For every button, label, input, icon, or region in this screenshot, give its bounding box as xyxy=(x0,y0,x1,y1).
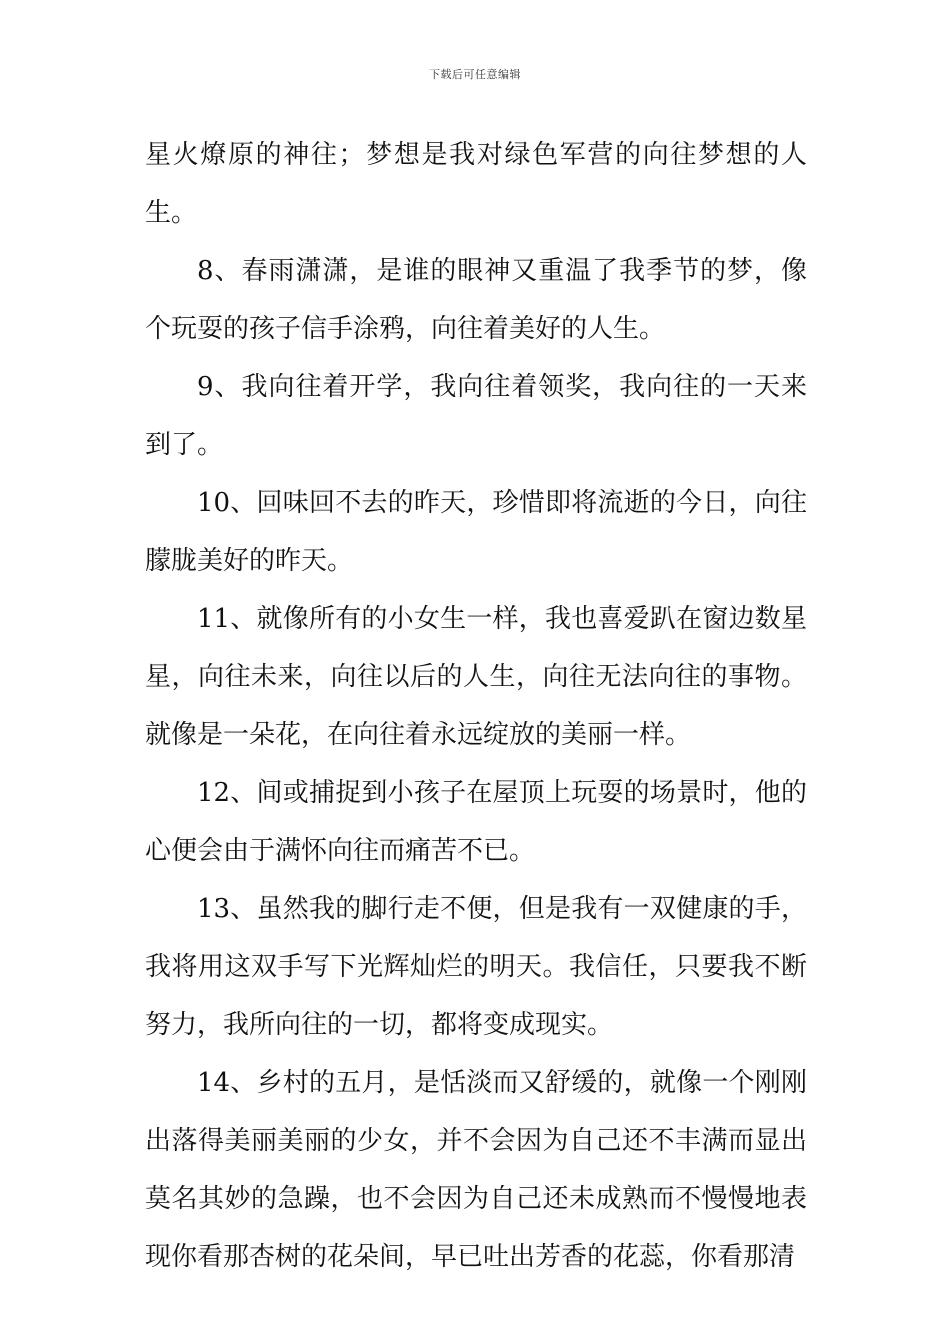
paragraph-item-13: 13、虽然我的脚行走不便，但是我有一双健康的手，我将用这双手写下光辉灿烂的明天。我信任，只要我不断努力，我所向往的一切，都将变成现实。 xyxy=(145,894,807,1040)
paragraph-item-9: 9、我向往着开学，我向往着领奖，我向往的一天来到了。 xyxy=(145,372,807,460)
paragraph-item-11: 11、就像所有的小女生一样，我也喜爱趴在窗边数星星，向往未来，向往以后的人生，向往无法向往的事物。就像是一朵花，在向往着永远绽放的美丽一样。 xyxy=(145,604,807,750)
paragraph-item-12: 12、间或捕捉到小孩子在屋顶上玩耍的场景时，他的心便会由于满怀向往而痛苦不已。 xyxy=(145,778,807,866)
paragraph-item-10: 10、回味回不去的昨天，珍惜即将流逝的今日，向往朦胧美好的昨天。 xyxy=(145,488,807,576)
paragraph-item-14: 14、乡村的五月，是恬淡而又舒缓的，就像一个刚刚出落得美丽美丽的少女，并不会因为自己还不丰满而显出莫名其妙的急躁，也不会因为自己还未成熟而不慢慢地表现你看那杏树的花朵间，早已吐出芳香的花蕊，你看那清 xyxy=(145,1068,807,1272)
paragraph-item-8: 8、春雨潇潇，是谁的眼神又重温了我季节的梦，像个玩耍的孩子信手涂鸦，向往着美好的人生。 xyxy=(145,256,807,344)
paragraph-continuation: 星火燎原的神往；梦想是我对绿色军营的向往梦想的人生。 xyxy=(145,140,807,228)
page-header: 下载后可任意编辑 xyxy=(429,68,521,81)
document-body xyxy=(145,126,807,1286)
